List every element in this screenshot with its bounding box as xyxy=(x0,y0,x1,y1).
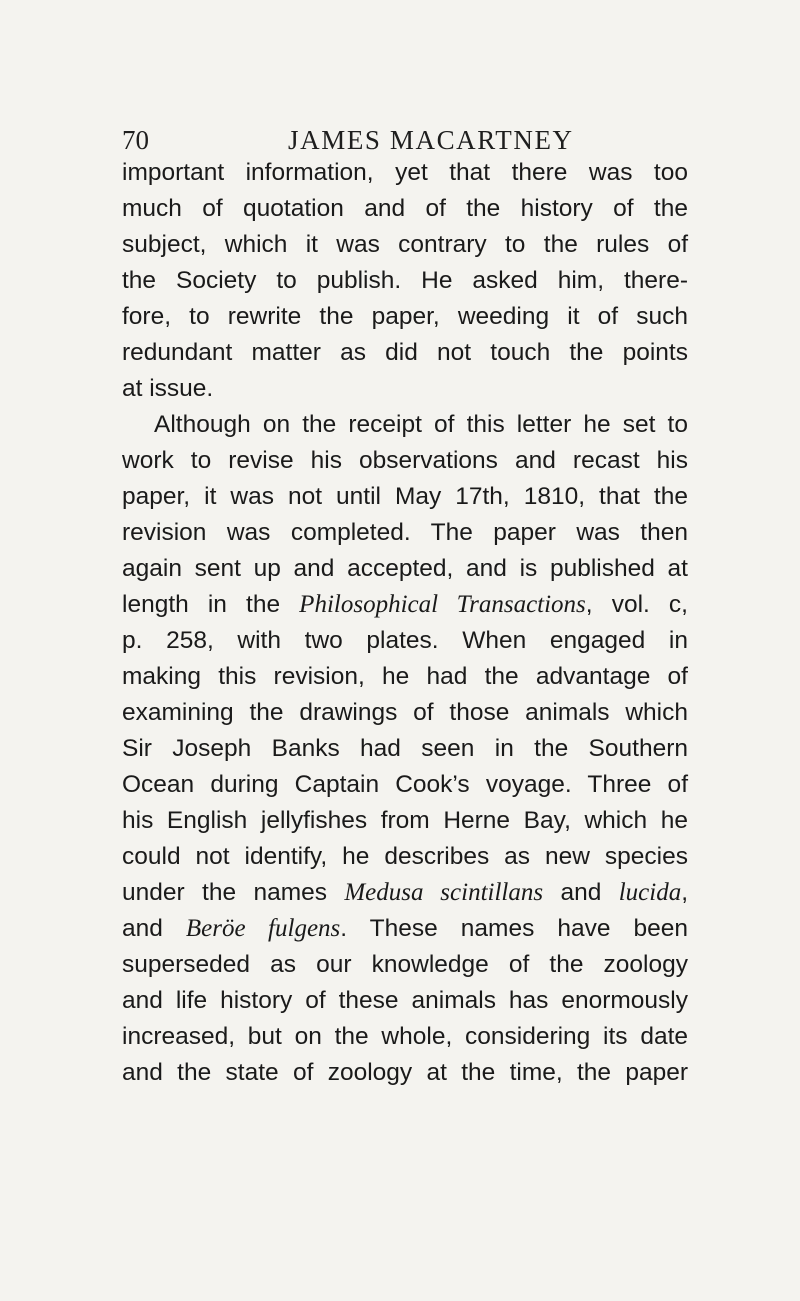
italic-species-name: lucida xyxy=(618,879,682,906)
text-line xyxy=(122,587,688,623)
text-line: making this revision, he had the advantage of xyxy=(122,663,688,690)
text-line: work to revise his observations and recast his xyxy=(122,447,688,474)
text-line: at issue. xyxy=(122,375,214,402)
text-segment: , xyxy=(681,879,689,906)
text-line xyxy=(122,875,688,911)
body-text xyxy=(122,155,688,1091)
text-line: p. 258, with two plates. When engaged in xyxy=(122,627,688,654)
text-line: the Society to publish. He asked him, there- xyxy=(122,267,688,294)
text-line: Sir Joseph Banks had seen in the Southern xyxy=(122,735,688,762)
page-number: 70 xyxy=(122,125,149,155)
text-segment: and xyxy=(543,879,619,906)
text-segment: . These names have been xyxy=(340,915,688,942)
text-line: and life history of these animals has enormously xyxy=(122,987,688,1014)
text-line: much of quotation and of the history of the xyxy=(122,195,688,222)
text-line: increased, but on the whole, considering its date xyxy=(122,1023,688,1050)
text-segment: , vol. c, xyxy=(585,591,688,618)
text-line: examining the drawings of those animals which xyxy=(122,699,688,726)
text-line: again sent up and accepted, and is published at xyxy=(122,555,688,582)
text-segment: and xyxy=(122,915,186,942)
text-line: important information, yet that there was too xyxy=(122,159,688,186)
text-line: revision was completed. The paper was then xyxy=(122,519,688,546)
text-line xyxy=(122,911,688,947)
text-line: redundant matter as did not touch the points xyxy=(122,339,688,366)
text-segment: length in the xyxy=(122,591,300,618)
italic-species-name: Beröe fulgens xyxy=(185,915,341,942)
text-line: Although on the receipt of this letter he set to xyxy=(154,411,688,438)
text-segment: under the names xyxy=(122,879,345,906)
text-line: subject, which it was contrary to the rules of xyxy=(122,231,688,258)
text-line: fore, to rewrite the paper, weeding it of such xyxy=(122,303,688,330)
italic-title: Philosophical Transactions xyxy=(299,591,586,618)
running-title: JAMES MACARTNEY xyxy=(288,125,574,155)
text-line: Ocean during Captain Cook’s voyage. Three of xyxy=(122,771,688,798)
italic-species-name: Medusa scintillans xyxy=(344,879,544,906)
text-line: could not identify, he describes as new species xyxy=(122,843,688,870)
text-line: his English jellyfishes from Herne Bay, which he xyxy=(122,807,688,834)
text-line: and the state of zoology at the time, the paper xyxy=(122,1059,688,1086)
text-line: superseded as our knowledge of the zoology xyxy=(122,951,688,978)
text-line: paper, it was not until May 17th, 1810, that the xyxy=(122,483,688,510)
